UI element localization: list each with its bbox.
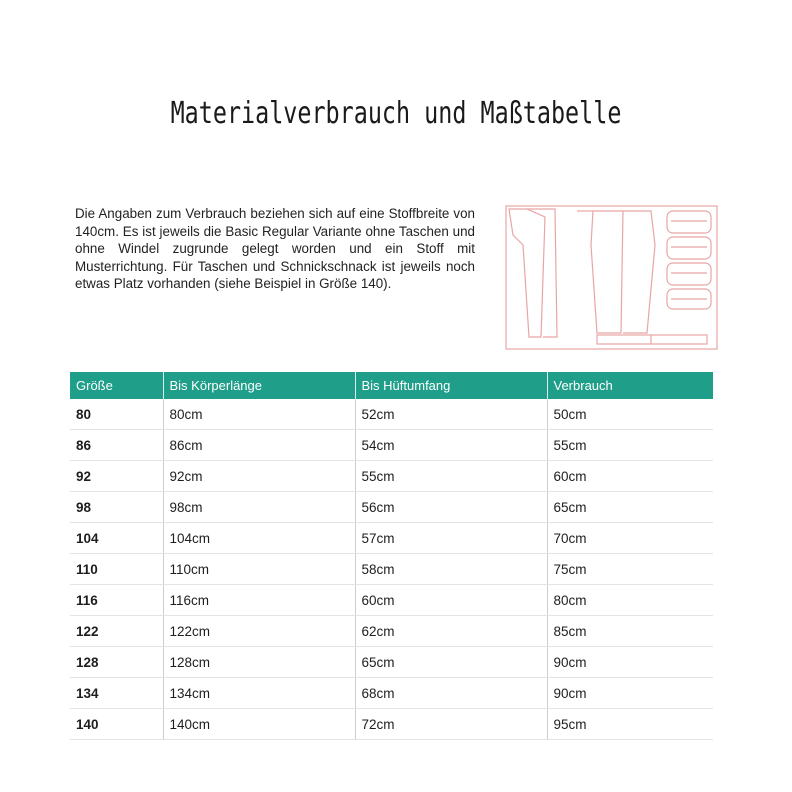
length-cell: 110cm: [163, 554, 355, 585]
table-row: [70, 461, 713, 492]
consumption-cell: 55cm: [547, 430, 713, 461]
consumption-cell: 50cm: [547, 399, 713, 430]
consumption-cell: 70cm: [547, 523, 713, 554]
size-cell: 128: [70, 647, 163, 678]
size-cell: 98: [70, 492, 163, 523]
size-cell: 110: [70, 554, 163, 585]
table-row: [70, 647, 713, 678]
hip-cell: 55cm: [355, 461, 547, 492]
hip-cell: 52cm: [355, 399, 547, 430]
consumption-cell: 75cm: [547, 554, 713, 585]
table-row: [70, 523, 713, 554]
length-cell: 80cm: [163, 399, 355, 430]
length-cell: 104cm: [163, 523, 355, 554]
header-body-length: Bis Körperlänge: [163, 372, 355, 399]
consumption-cell: 60cm: [547, 461, 713, 492]
intro-text: Die Angaben zum Verbrauch beziehen sich auf eine Stoffbreite von 140cm. Es ist jeweils die Basic Regular Variante ohne Taschen und ohne Windel zugrunde gelegt worden und ein Stoff mit Musterrichtung. Für Taschen und Schnickschnack ist jeweils noch etwas Platz vorhanden (siehe Beispiel in Größe 140).: [75, 206, 475, 292]
size-cell: 104: [70, 523, 163, 554]
length-cell: 122cm: [163, 616, 355, 647]
header-size: Größe: [70, 372, 163, 399]
consumption-cell: 95cm: [547, 709, 713, 740]
hip-cell: 58cm: [355, 554, 547, 585]
hip-cell: 56cm: [355, 492, 547, 523]
length-cell: 134cm: [163, 678, 355, 709]
page-title: Materialverbrauch und Maßtabelle: [170, 96, 622, 131]
length-cell: 86cm: [163, 430, 355, 461]
length-cell: 128cm: [163, 647, 355, 678]
length-cell: 92cm: [163, 461, 355, 492]
hip-cell: 72cm: [355, 709, 547, 740]
table-row: [70, 678, 713, 709]
table-row: [70, 399, 713, 430]
consumption-cell: 85cm: [547, 616, 713, 647]
consumption-cell: 90cm: [547, 678, 713, 709]
table-row: [70, 585, 713, 616]
hip-cell: 60cm: [355, 585, 547, 616]
size-cell: 92: [70, 461, 163, 492]
hip-cell: 68cm: [355, 678, 547, 709]
length-cell: 116cm: [163, 585, 355, 616]
table-row: [70, 554, 713, 585]
table-row: [70, 430, 713, 461]
table-row: [70, 492, 713, 523]
hip-cell: 62cm: [355, 616, 547, 647]
header-hip: Bis Hüftumfang: [355, 372, 547, 399]
size-cell: 80: [70, 399, 163, 430]
size-cell: 134: [70, 678, 163, 709]
consumption-cell: 80cm: [547, 585, 713, 616]
pattern-layout-diagram: [505, 205, 718, 350]
size-cell: 122: [70, 616, 163, 647]
length-cell: 140cm: [163, 709, 355, 740]
size-cell: 140: [70, 709, 163, 740]
size-cell: 116: [70, 585, 163, 616]
size-table: [70, 372, 713, 740]
table-header-row: [70, 372, 713, 399]
length-cell: 98cm: [163, 492, 355, 523]
size-cell: 86: [70, 430, 163, 461]
hip-cell: 65cm: [355, 647, 547, 678]
table-row: [70, 616, 713, 647]
consumption-cell: 65cm: [547, 492, 713, 523]
hip-cell: 57cm: [355, 523, 547, 554]
consumption-cell: 90cm: [547, 647, 713, 678]
hip-cell: 54cm: [355, 430, 547, 461]
table-row: [70, 709, 713, 740]
header-consumption: Verbrauch: [547, 372, 713, 399]
